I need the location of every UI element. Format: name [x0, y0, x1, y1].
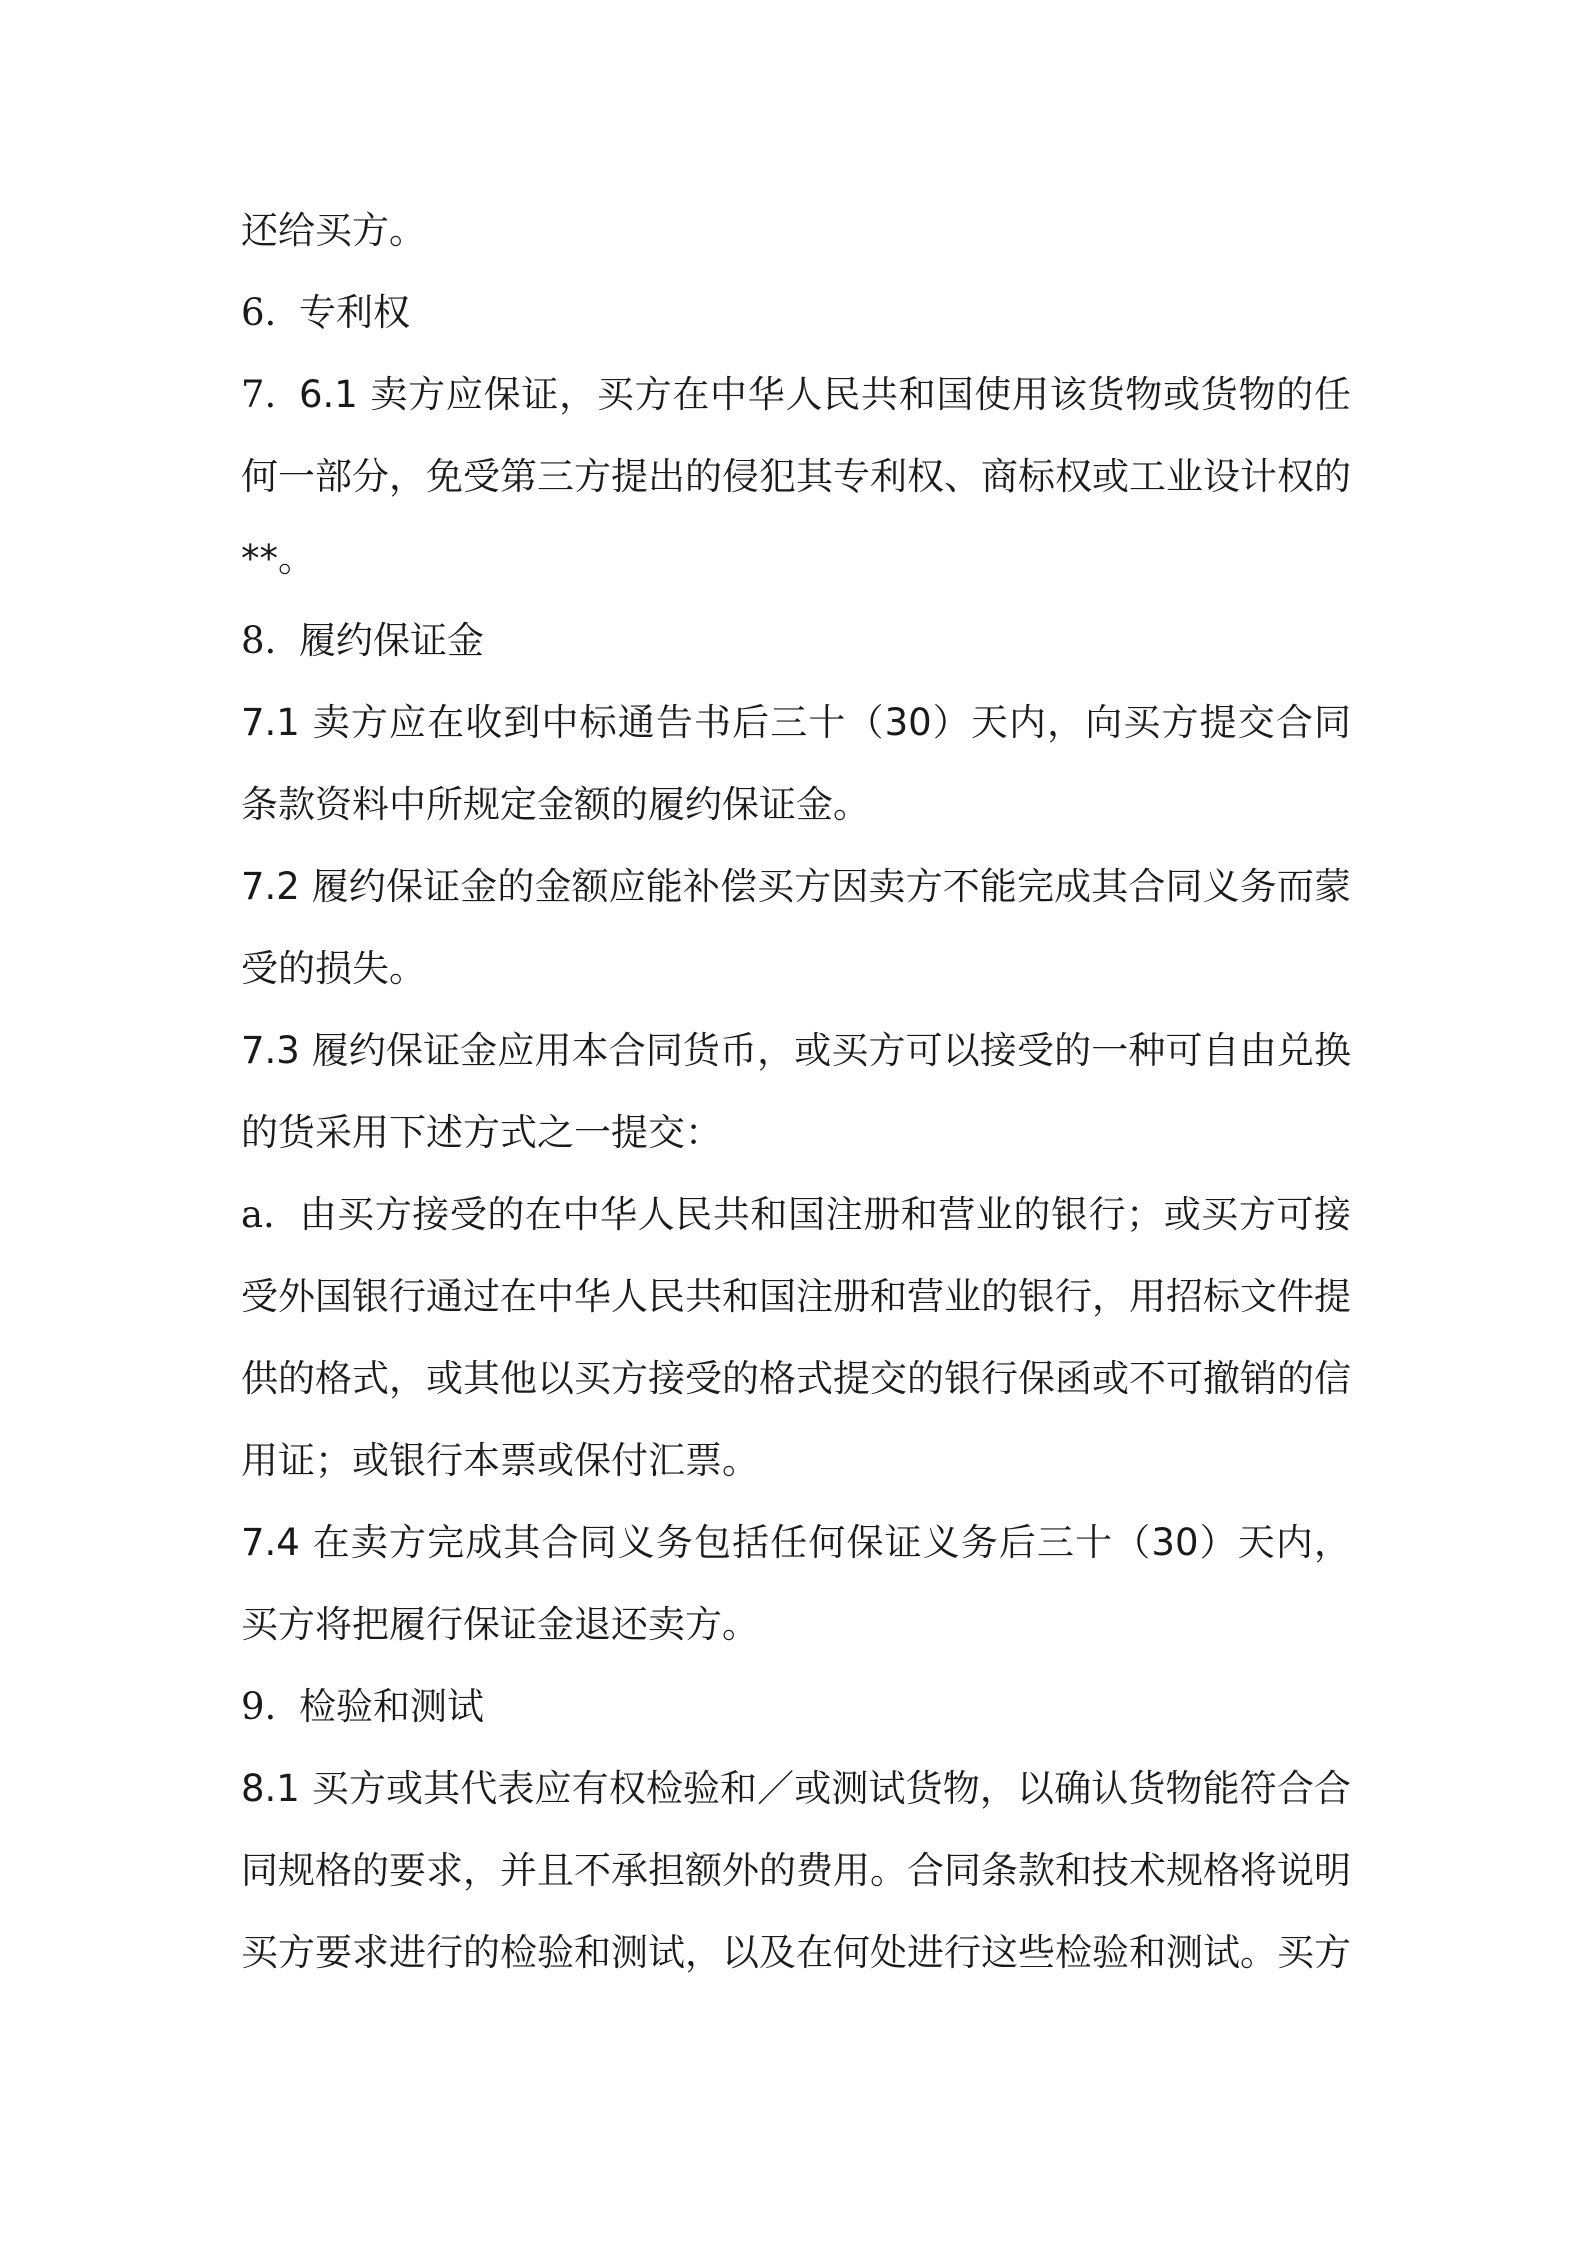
- paragraph-text: 7.1 卖方应在收到中标通告书后三十（30）天内，向买方提交合同条款资料中所规定金额的履约保证金。: [241, 701, 1351, 826]
- paragraph-text: 8.1 买方或其代表应有权检验和／或测试货物，以确认货物能符合合同规格的要求，并且不承担额外的费用。合同条款和技术规格将说明买方要求进行的检验和测试，以及在何处进行这些检验和测试。买方: [241, 1767, 1351, 1974]
- paragraph-text: 7.3 履约保证金应用本合同货币，或买方可以接受的一种可自由兑换的货采用下述方式之一提交：: [241, 1029, 1351, 1154]
- section-number: 7.: [241, 373, 277, 416]
- section-title: 专利权: [299, 291, 410, 334]
- paragraph-7-1: [241, 682, 1351, 846]
- section-heading-patent: [241, 272, 1351, 354]
- paragraph-item-a: [241, 1174, 1351, 1502]
- section-heading-inspection: [241, 1666, 1351, 1748]
- paragraph-patent-guarantee: [241, 354, 1351, 600]
- section-number: 8.: [241, 619, 277, 662]
- item-letter: a.: [241, 1193, 275, 1236]
- section-title: 履约保证金: [299, 619, 484, 662]
- paragraph-text: 7.2 履约保证金的金额应能补偿买方因卖方不能完成其合同义务而蒙受的损失。: [241, 865, 1351, 990]
- paragraph-text: 由买方接受的在中华人民共和国注册和营业的银行；或买方可接受外国银行通过在中华人民共和国注册和营业的银行，用招标文件提供的格式，或其他以买方接受的格式提交的银行保函或不可撤销的信用证；或银行本票或保付汇票。: [241, 1193, 1351, 1482]
- section-number: 9.: [241, 1685, 277, 1728]
- paragraph-text: 7.4 在卖方完成其合同义务包括任何保证义务后三十（30）天内，买方将把履行保证金退还卖方。: [241, 1521, 1351, 1646]
- paragraph-text: 还给买方。: [241, 209, 426, 252]
- document-body: [241, 190, 1351, 1994]
- paragraph-7-4: [241, 1502, 1351, 1666]
- paragraph-7-2: [241, 846, 1351, 1010]
- section-title: 检验和测试: [299, 1685, 484, 1728]
- paragraph-7-3: [241, 1010, 1351, 1174]
- paragraph-continuation: [241, 190, 1351, 272]
- section-heading-performance-bond: [241, 600, 1351, 682]
- section-number: 6.: [241, 291, 277, 334]
- paragraph-text: 6.1 卖方应保证，买方在中华人民共和国使用该货物或货物的任何一部分，免受第三方提出的侵犯其专利权、商标权或工业设计权的**。: [241, 373, 1351, 580]
- paragraph-8-1: [241, 1748, 1351, 1994]
